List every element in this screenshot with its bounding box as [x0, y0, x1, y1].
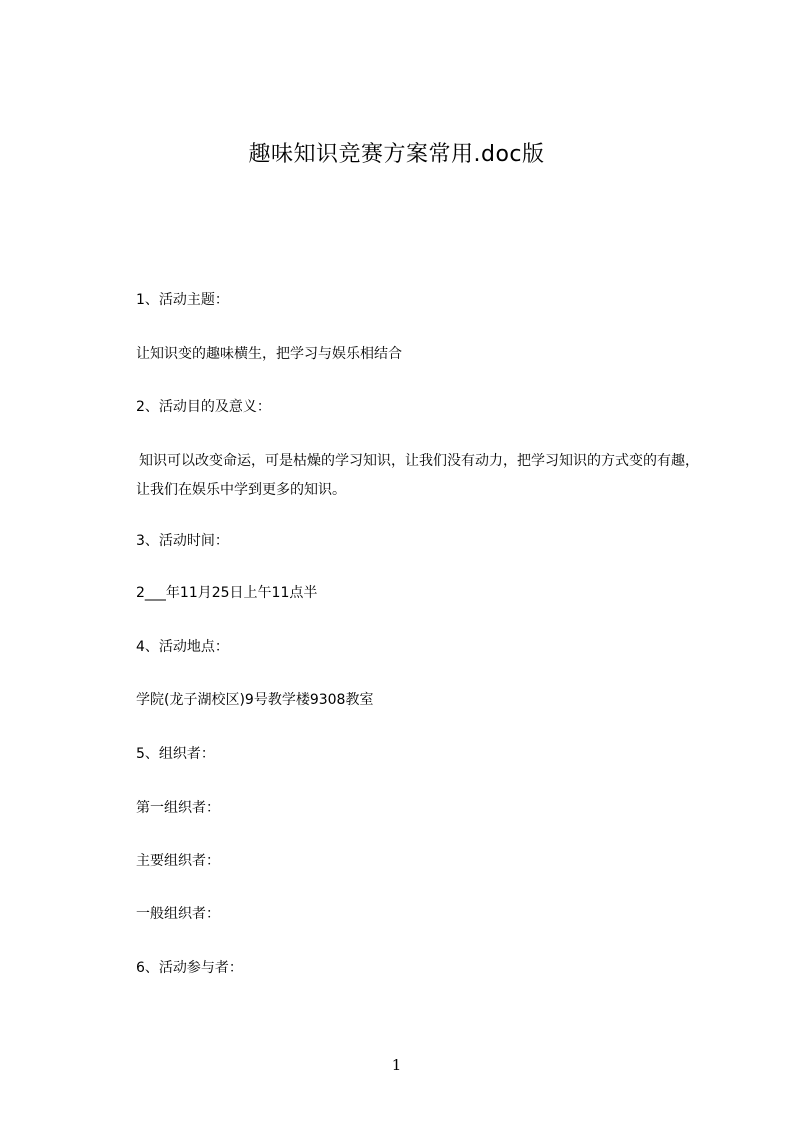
document-title: 趣味知识竞赛方案常用.doc版	[248, 142, 545, 167]
section-heading-participants: 6、活动参与者：	[136, 960, 243, 976]
page-number: 1	[391, 1056, 402, 1074]
section-heading-location: 4、活动地点：	[136, 639, 229, 655]
general-organizers-label: 一般组织者：	[136, 906, 220, 922]
time-text: 2___年11月25日上午11点半	[136, 585, 318, 601]
main-organizers-label: 主要组织者：	[136, 853, 220, 869]
purpose-paragraph: 知识可以改变命运，可是枯燥的学习知识，让我们没有动力，把学习知识的方式变的有趣，让我们在娱乐中学到更多的知识。	[136, 453, 699, 498]
first-organizer-label: 第一组织者：	[136, 800, 220, 816]
section-heading-purpose: 2、活动目的及意义：	[136, 399, 271, 415]
section-heading-theme: 1、活动主题：	[136, 292, 229, 308]
theme-text: 让知识变的趣味横生，把学习与娱乐相结合	[136, 346, 402, 362]
section-heading-time: 3、活动时间：	[136, 533, 229, 549]
location-text: 学院(龙子湖校区)9号教学楼9308教室	[136, 692, 374, 708]
section-heading-organizers: 5、组织者：	[136, 746, 215, 762]
